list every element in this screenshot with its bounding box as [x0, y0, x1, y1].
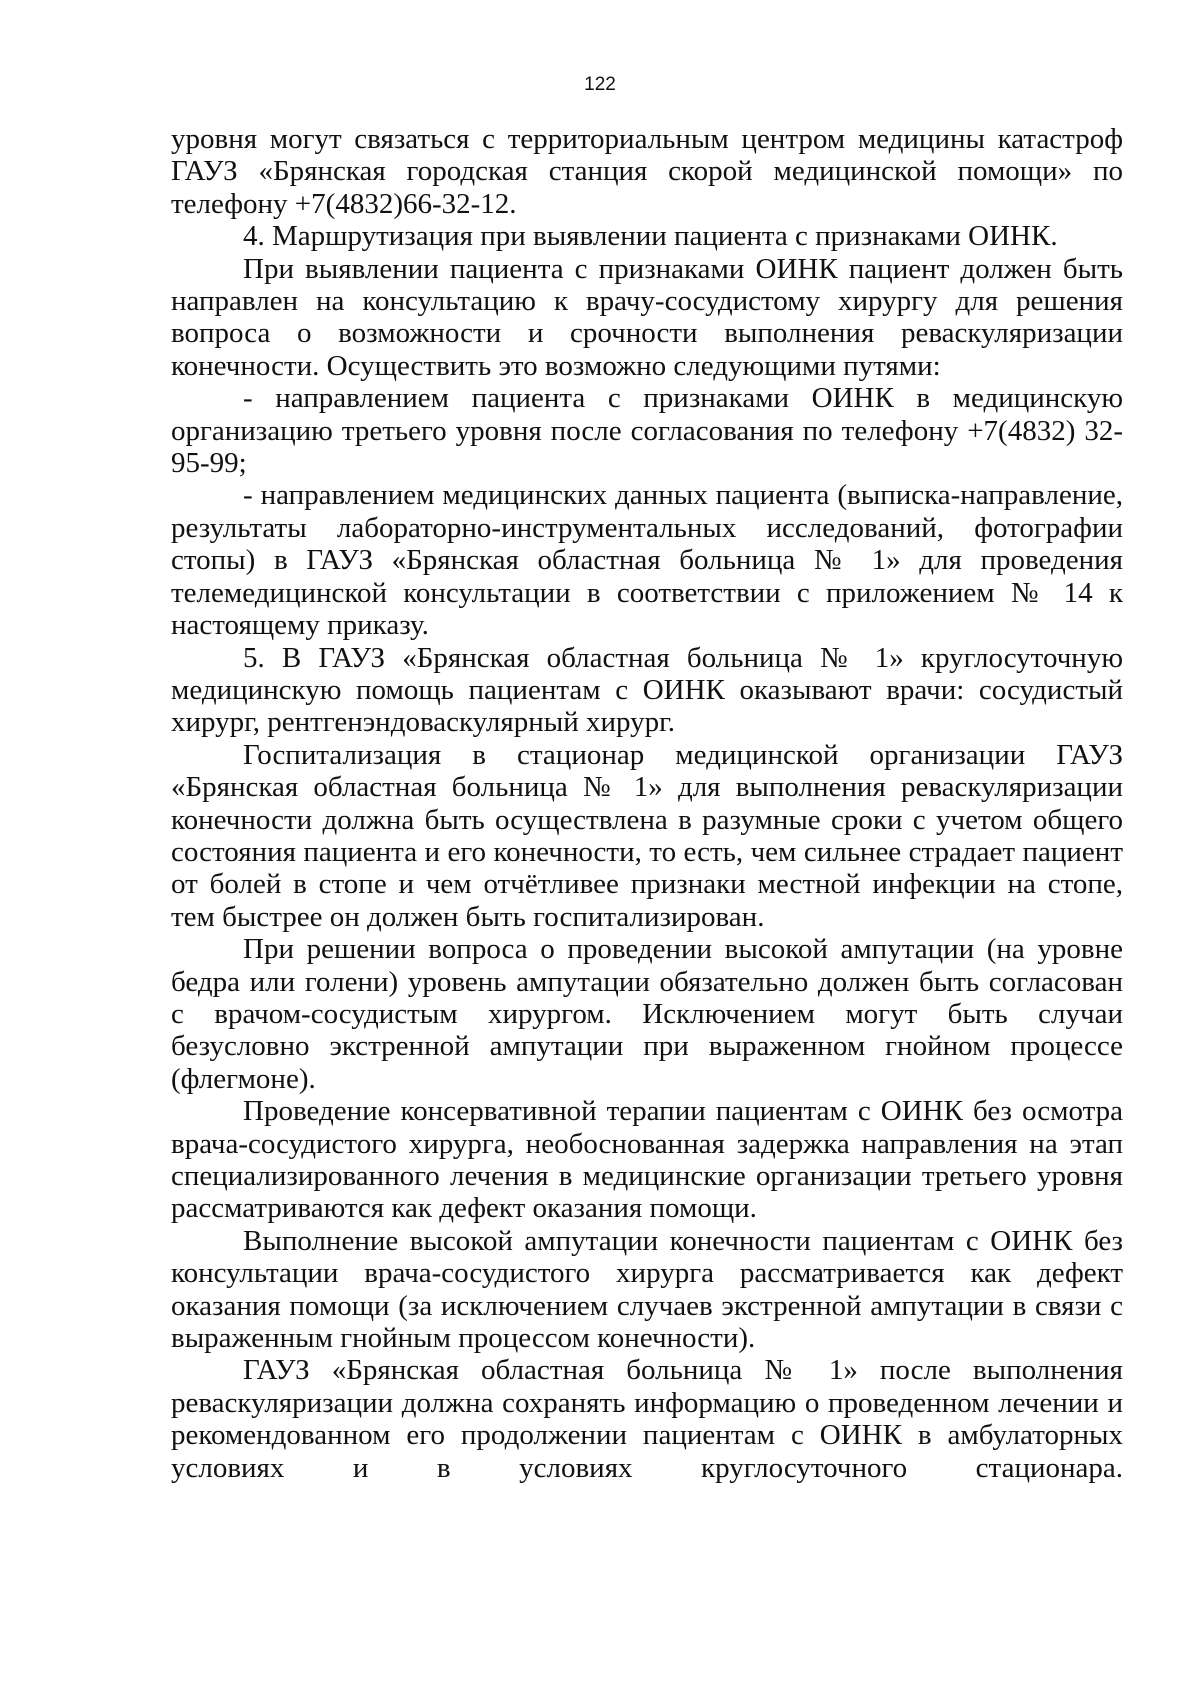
- paragraph-section-4-heading: 4. Маршрутизация при выявлении пациента с признаками ОИНК.: [243, 220, 1058, 253]
- paragraph-routing-intro: При выявлении пациента с признаками ОИНК пациент должен быть направлен на консультацию к врачу-сосудистому хирургу для решения вопроса о возможности и срочности выполнения реваскуляризации конечности. Осуществить это возможно следующими путями:: [171, 252, 1123, 382]
- paragraph-hospitalization: Госпитализация в стационар медицинской организации ГАУЗ «Брянская областная больница № 1» для выполнения реваскуляризации конечности должна быть осуществлена в разумные сроки с учетом общего состояния пациента и его конечности, то есть, чем сильнее страдает пациент от болей в стопе и чем отчётливее признаки местной инфекции на стопе, тем быстрее он должен быть госпитализирован.: [171, 738, 1123, 933]
- page-number: 122: [584, 74, 616, 95]
- paragraph-amputation-level: При решении вопроса о проведении высокой ампутации (на уровне бедра или голени) уровень ампутации обязательно должен быть согласован с врачом-сосудистым хирургом. Исключением могут быть случаи безусловно экстренной ампутации при выраженном гнойном процессе (флегмоне).: [171, 933, 1123, 1095]
- paragraph-amputation-defect: Выполнение высокой ампутации конечности пациентам с ОИНК без консультации врача-сосудистого хирурга рассматривается как дефект оказания помощи (за исключением случаев экстренной ампутации в связи с выраженным гнойным процессом конечности).: [171, 1224, 1123, 1355]
- paragraph-continuation: уровня могут связаться с территориальным центром медицины катастроф ГАУЗ «Брянская городская станция скорой медицинской помощи» по телефону +7(4832)66-32-12.: [171, 123, 1123, 220]
- paragraph-conservative-therapy: Проведение консервативной терапии пациентам с ОИНК без осмотра врача-сосудистого хирурга, необоснованная задержка направления на этап специализированного лечения в медицинские организации третьего уровня рассматриваются как дефект оказания помощи.: [171, 1095, 1123, 1225]
- paragraph-route-option-telemedicine: - направлением медицинских данных пациента (выписка-направление, результаты лабораторно-инструментальных исследований, фотографии стопы) в ГАУЗ «Брянская областная больница № 1» для проведения телемедицинской консультации в соответствии с приложением № 14 к настоящему приказу.: [171, 479, 1123, 642]
- paragraph-section-5: 5. В ГАУЗ «Брянская областная больница № 1» круглосуточную медицинскую помощь пациентам с ОИНК оказывают врачи: сосудистый хирург, рентгенэндоваскулярный хирург.: [171, 641, 1123, 739]
- paragraph-route-option-phone: - направлением пациента с признаками ОИНК в медицинскую организацию третьего уровня после согласования по телефону +7(4832) 32-95-99;: [171, 382, 1123, 480]
- paragraph-information-retention: ГАУЗ «Брянская областная больница № 1» после выполнения реваскуляризации должна сохранять информацию о проведенном лечении и рекомендованном его продолжении пациентам с ОИНК в амбулаторных условиях и в условиях круглосуточного стационара.: [171, 1354, 1123, 1484]
- document-body: [171, 123, 1123, 1484]
